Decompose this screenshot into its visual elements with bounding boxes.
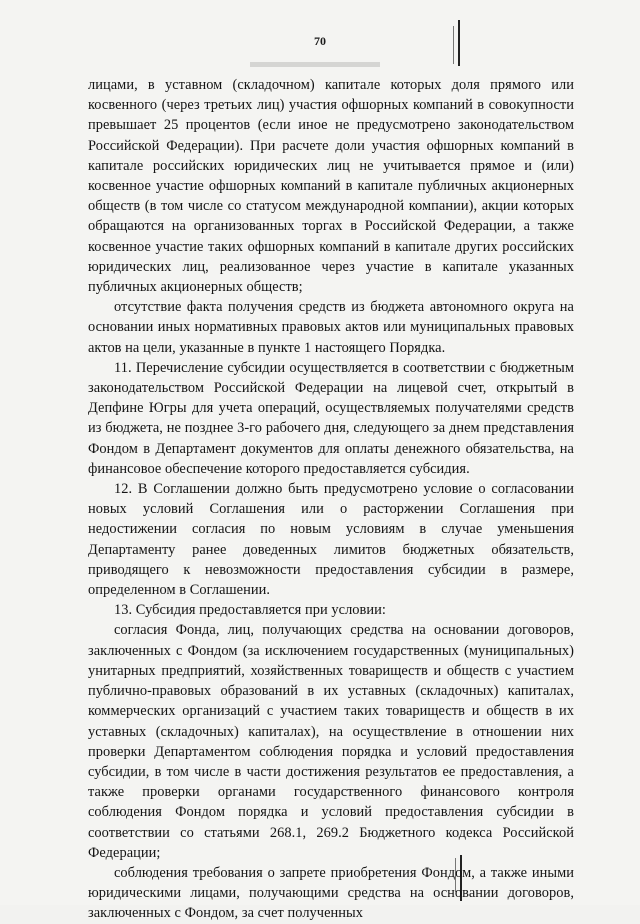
paragraph: согласия Фонда, лиц, получающих средства на основании договоров, заключенных с Фондом (за исключением государственных (муниципальных) унитарных предприятий, хозяйственных товариществ и обществ с участием публично-правовых образований в их уставных (складочных) капиталах, коммерческих организаций с участием таких товариществ и обществ в их уставных (складочных) капиталах), на осуществление в отношении них проверки Департаментом соблюдения порядка и условий предоставления субсидии, в том числе в части достижения результатов ее предоставления, а также проверки органами государственного финансового контроля соблюдения Фондом порядка и условий предоставления субсидии в соответствии со статьями 268.1, 269.2 Бюджетного кодекса Российской Федерации;	[88, 622, 574, 861]
paragraph: отсутствие факта получения средств из бюджета автономного округа на основании иных нормативных правовых актов или муниципальных правовых актов на цели, указанные в пункте 1 настоящего Порядка.	[88, 299, 574, 356]
paragraph-clause-11: 11. Перечисление субсидии осуществляется в соответствии с бюджетным законодательством Российской Федерации на лицевой счет, открытый в Депфине Югры для учета операций, осуществляемых получателями средств из бюджета, не позднее 3-го рабочего дня, следующего за днем представления Фондом в Департамент документов для оплаты денежного обязательства, на финансовое обеспечение которого предоставляется субсидия.	[88, 359, 574, 477]
document-body	[88, 75, 574, 924]
page-number: 70	[314, 34, 326, 48]
paragraph-continuation: лицами, в уставном (складочном) капитале которых доля прямого или косвенного (через третьих лиц) участия офшорных компаний в совокупности превышает 25 процентов (если иное не предусмотрено законодательством Российской Федерации). При расчете доли участия офшорных компаний в капитале российских юридических лиц не учитывается прямое и (или) косвенное участие офшорных компаний в капитале публичных акционерных обществ (в том числе со статусом международной компании), акции которых обращаются на организованных торгах в Российской Федерации, а также косвенное участие таких офшорных компаний в капитале других российских юридических лиц, реализованное через участие в капитале указанных публичных акционерных обществ;	[88, 77, 574, 296]
paragraph-clause-13: 13. Субсидия предоставляется при условии:	[114, 602, 386, 619]
paragraph: соблюдения требования о запрете приобретения Фондом, а также иными юридическими лицами, получающими средства на основании договоров, заключенных с Фондом, за счет полученных	[88, 864, 574, 922]
paragraph-clause-12: 12. В Соглашении должно быть предусмотрено условие о согласовании новых условий Соглашения или о расторжении Соглашения при недостижении согласия по новым условиям в случае уменьшения Департаменту ранее доведенных лимитов бюджетных обязательств, приводящего к невозможности предоставления субсидии в размере, определенном в Соглашении.	[88, 481, 574, 599]
scan-artifact	[250, 62, 380, 67]
